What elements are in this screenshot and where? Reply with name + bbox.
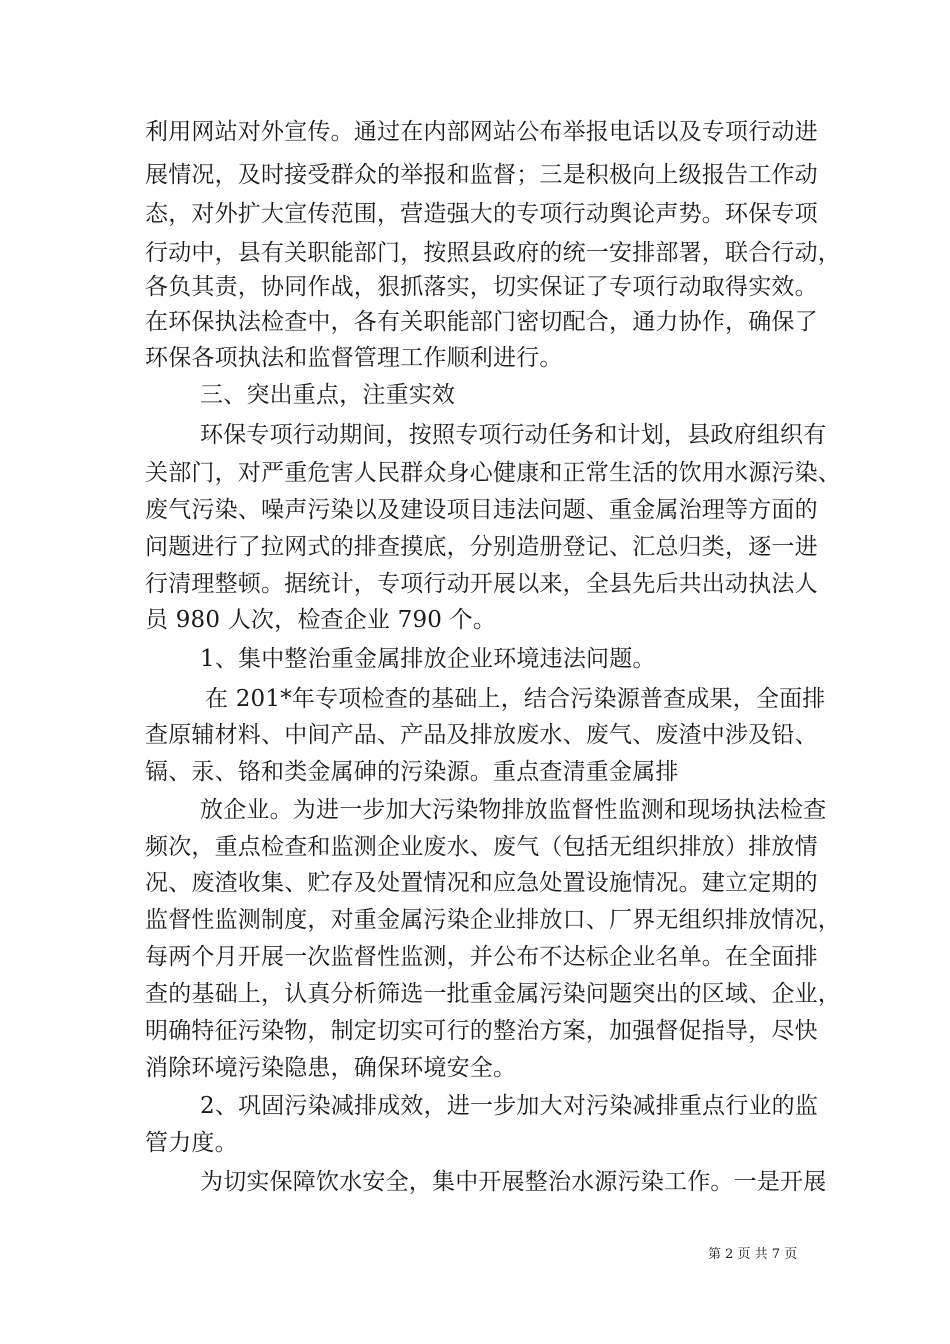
text-line: 展情况，及时接受群众的举报和监督；三是积极向上级报告工作动 — [145, 162, 818, 188]
text-line: 管力度。 — [145, 1130, 238, 1156]
text-line: 放企业。为进一步加大污染物排放监督性监测和现场执法检查 — [200, 797, 827, 823]
text-line: 监督性监测制度，对重金属污染企业排放口、厂界无组织排放情况， — [145, 907, 841, 933]
text-line: 在环保执法检查中，各有关职能部门密切配合，通力协作，确保了 — [145, 309, 818, 335]
text-line: 明确特征污染物，制定切实可行的整治方案，加强督促指导，尽快 — [145, 1018, 818, 1044]
text-line: 在 201*年专项检查的基础上，结合污染源普查成果，全面排 — [205, 686, 826, 712]
text-line: 查原辅材料、中间产品、产品及排放废水、废气、废渣中涉及铅、 — [145, 722, 818, 748]
text-line: 利用网站对外宣传。通过在内部网站公布举报电话以及专项行动进 — [145, 119, 818, 145]
page-number-footer: 第 2 页 共 7 页 — [708, 1247, 798, 1262]
text-line: 各负其责，协同作战，狠抓落实，切实保证了专项行动取得实效。 — [145, 274, 818, 300]
text-line: 消除环境污染隐患，确保环境安全。 — [145, 1055, 517, 1081]
text-line: 态，对外扩大宣传范围，营造强大的专项行动舆论声势。环保专项 — [145, 201, 818, 227]
subsection-heading: 2、巩固污染减排成效，进一步加大对污染减排重点行业的监 — [200, 1093, 819, 1119]
section-heading: 三、突出重点，注重实效 — [200, 382, 456, 408]
text-line: 每两个月开展一次监督性监测，并公布不达标企业名单。在全面排 — [145, 944, 818, 970]
text-line: 镉、汞、铬和类金属砷的污染源。重点查清重金属排 — [145, 759, 679, 785]
text-line: 环保各项执法和监督管理工作顺利进行。 — [145, 345, 563, 371]
text-line: 环保专项行动期间，按照专项行动任务和计划，县政府组织有 — [200, 422, 827, 448]
text-line: 行清理整顿。据统计，专项行动开展以来，全县先后共出动执法人 — [145, 571, 818, 597]
text-line: 问题进行了拉网式的排查摸底，分别造册登记、汇总归类，逐一进 — [145, 534, 818, 560]
text-line: 员 980 人次，检查企业 790 个。 — [145, 607, 497, 633]
text-line: 况、废渣收集、贮存及处置情况和应急处置设施情况。建立定期的 — [145, 870, 818, 896]
text-line: 为切实保障饮水安全，集中开展整治水源污染工作。一是开展 — [200, 1169, 827, 1195]
text-line: 行动中，县有关职能部门，按照县政府的统一安排部署，联合行动， — [145, 240, 841, 266]
text-line: 频次，重点检查和监测企业废水、废气（包括无组织排放）排放情 — [145, 834, 818, 860]
subsection-heading: 1、集中整治重金属排放企业环境违法问题。 — [200, 646, 656, 672]
text-line: 关部门，对严重危害人民群众身心健康和正常生活的饮用水源污染、 — [145, 460, 841, 486]
text-line: 废气污染、噪声污染以及建设项目违法问题、重金属治理等方面的 — [145, 497, 818, 523]
text-line: 查的基础上，认真分析筛选一批重金属污染问题突出的区域、企业， — [145, 981, 841, 1007]
